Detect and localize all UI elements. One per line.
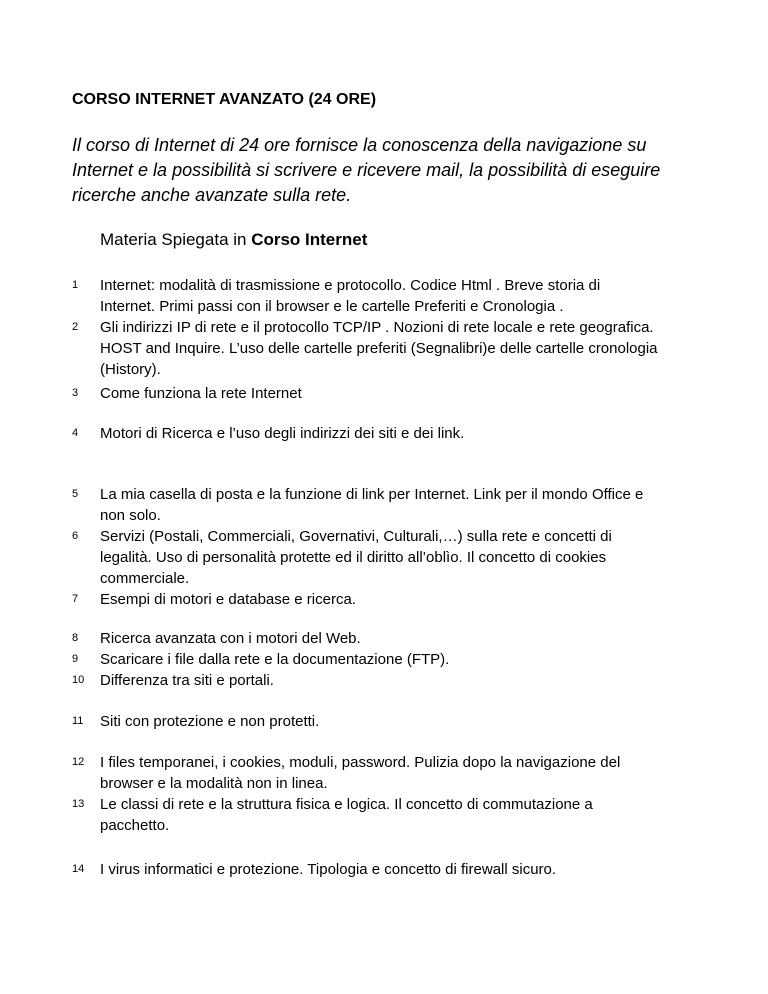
item-text-line: legalità. Uso di personalità protette ed il diritto all’oblìo. Il concetto di cookies <box>100 549 607 566</box>
item-text-line: HOST and Inquire. L’uso delle cartelle preferiti (Segnalibri)e delle cartelle cronologia <box>100 340 658 357</box>
item-text <box>100 794 720 836</box>
item-text-line: commerciale. <box>100 570 190 587</box>
item-text <box>100 711 720 732</box>
item-number: 14 <box>72 863 85 875</box>
item-number: 7 <box>72 593 79 605</box>
item-number: 1 <box>72 279 79 291</box>
item-text-line: pacchetto. <box>100 817 170 834</box>
item-number: 5 <box>72 488 79 500</box>
item-text-line: Esempi di motori e database e ricerca. <box>100 591 356 608</box>
item-text <box>100 317 720 380</box>
subtitle-prefix: Materia Spiegata in <box>100 230 252 249</box>
item-text-line: Internet: modalità di trasmissione e protocollo. Codice Html . Breve storia di <box>100 277 601 294</box>
item-text-line: Siti con protezione e non protetti. <box>100 713 320 730</box>
item-text <box>100 423 720 444</box>
item-text <box>100 383 720 404</box>
intro-line: Internet e la possibilità si scrivere e ricevere mail, la possibilità di eseguire <box>72 160 661 180</box>
item-text-line: non solo. <box>100 507 161 524</box>
item-number: 12 <box>72 756 85 768</box>
item-number: 9 <box>72 653 79 665</box>
item-text-line: Ricerca avanzata con i motori del Web. <box>100 630 361 647</box>
item-text <box>100 649 720 670</box>
item-number: 8 <box>72 632 79 644</box>
item-text-line: browser e la modalità non in linea. <box>100 775 328 792</box>
item-text-line: Le classi di rete e la struttura fisica e logica. Il concetto di commutazione a <box>100 796 593 813</box>
item-number: 13 <box>72 798 85 810</box>
section-subtitle <box>100 229 367 251</box>
item-text-line: Servizi (Postali, Commerciali, Governativi, Culturali,…) sulla rete e concetti di <box>100 528 612 545</box>
item-text <box>100 752 720 794</box>
item-text-line: I virus informatici e protezione. Tipologia e concetto di firewall sicuro. <box>100 861 557 878</box>
intro-line: ricerche anche avanzate sulla rete. <box>72 185 352 205</box>
item-text <box>100 589 720 610</box>
item-number: 10 <box>72 674 85 686</box>
item-text <box>100 526 720 589</box>
course-intro <box>72 133 722 208</box>
item-number: 6 <box>72 530 79 542</box>
item-text <box>100 859 720 880</box>
item-text-line: Differenza tra siti e portali. <box>100 672 274 689</box>
item-text <box>100 628 720 649</box>
item-text-line: Internet. Primi passi con il browser e le cartelle Preferiti e Cronologia . <box>100 298 564 315</box>
item-text-line: Come funziona la rete Internet <box>100 385 302 402</box>
item-number: 3 <box>72 387 79 399</box>
item-text-line: La mia casella di posta e la funzione di link per Internet. Link per il mondo Office e <box>100 486 644 503</box>
item-text <box>100 484 720 526</box>
item-text <box>100 670 720 691</box>
item-text <box>100 275 720 317</box>
item-number: 4 <box>72 427 79 439</box>
item-text-line: I files temporanei, i cookies, moduli, password. Pulizia dopo la navigazione del <box>100 754 621 771</box>
item-number: 2 <box>72 321 79 333</box>
item-text-line: Motori di Ricerca e l’uso degli indirizzi dei siti e dei link. <box>100 425 465 442</box>
item-text-line: (History). <box>100 361 161 378</box>
course-title: CORSO INTERNET AVANZATO (24 ORE) <box>72 91 377 108</box>
subtitle-course-name: Corso Internet <box>251 230 368 249</box>
item-text-line: Gli indirizzi IP di rete e il protocollo TCP/IP . Nozioni di rete locale e rete geografica. <box>100 319 654 336</box>
item-number: 11 <box>72 715 84 727</box>
intro-line: Il corso di Internet di 24 ore fornisce la conoscenza della navigazione su <box>72 135 647 155</box>
item-text-line: Scaricare i file dalla rete e la documentazione (FTP). <box>100 651 450 668</box>
